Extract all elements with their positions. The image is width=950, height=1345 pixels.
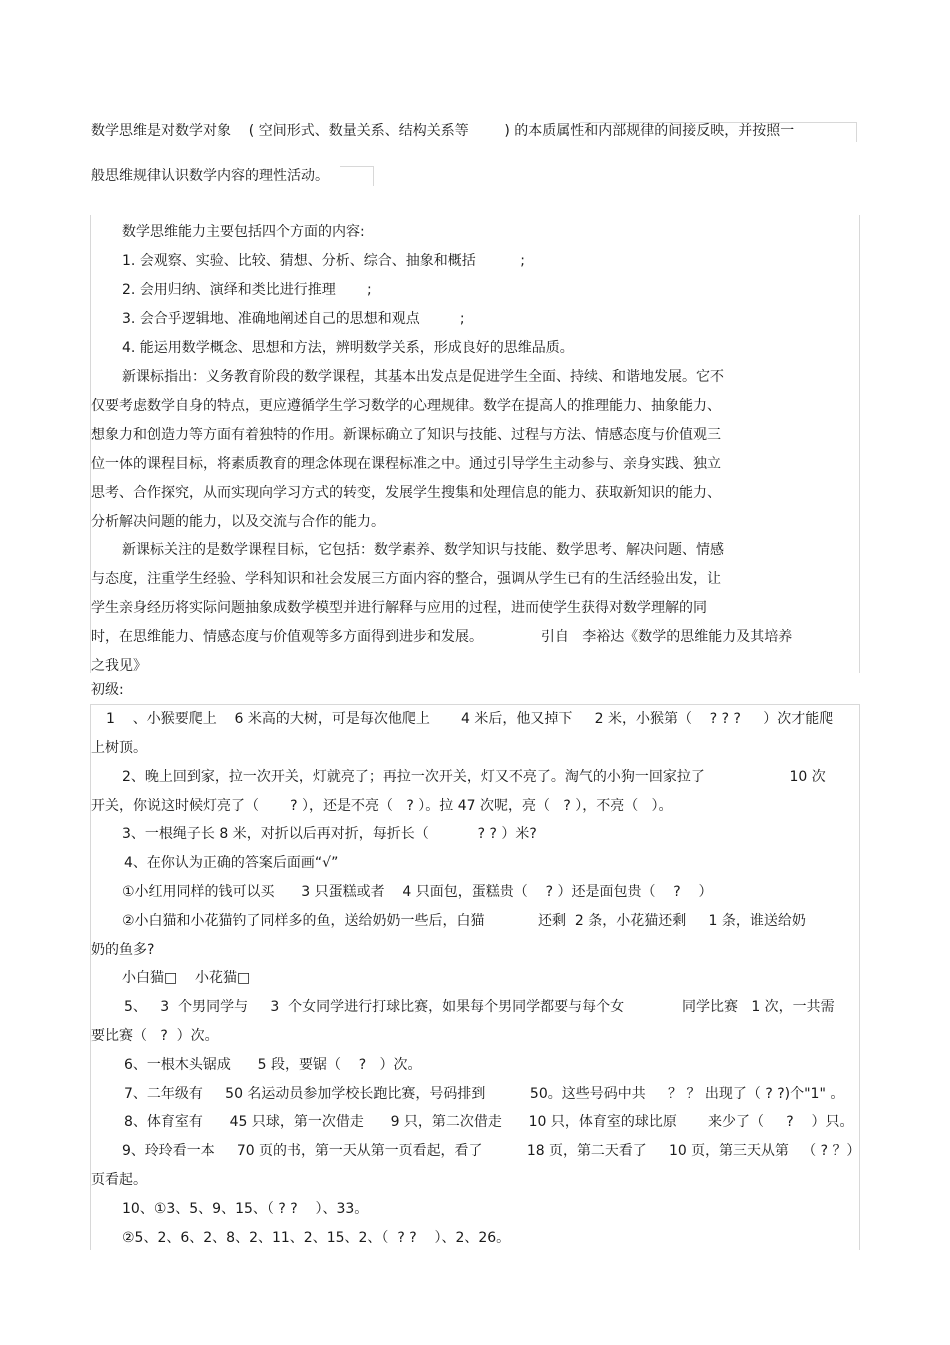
problem-line-8: ②小白猫和小花猫钓了同样多的鱼，送给奶奶一些后，白猫 还剩 2 条，小花猫还剩 1 条，谁送给奶 <box>122 913 806 929</box>
problem-line-13: 6、一根木头锯成 5 段，要锯（ ? ）次。 <box>124 1057 422 1073</box>
problem-line-9: 奶的鱼多? <box>91 942 155 958</box>
problem-line-5: 3、一根绳子长 8 米，对折以后再对折，每折长（ ? ? ）米? <box>122 826 537 842</box>
intro-frame-top-2 <box>340 166 374 167</box>
intro-frame-right <box>856 122 857 142</box>
abilities-heading: 数学思维能力主要包括四个方面的内容: <box>122 224 365 240</box>
ability-item-3: 3. 会合乎逻辑地、准确地阐述自己的思想和观点 ; <box>122 311 465 327</box>
problem-line-18: 10、①3、5、9、15、（ ? ? ）、33。 <box>122 1201 369 1217</box>
problem-line-17: 页看起。 <box>91 1172 147 1188</box>
level-label: 初级: <box>91 682 124 698</box>
goals-line-3: 学生亲身经历将实际问题抽象成数学模型并进行解释与应用的过程，进而使学生获得对数学理解的同 <box>91 600 707 616</box>
intro-line-1: 数学思维是对数学对象 ( 空间形式、数量关系、结构关系等 ) 的本质属性和内部规律的间接反映，并按照一 <box>91 123 795 139</box>
problem-line-19: ②5、2、6、2、8、2、11、2、15、2、（ ? ? ）、2、26。 <box>122 1230 511 1246</box>
problem-line-4: 开关，你说这时候灯亮了（ ? ），还是不亮（ ? ）。拉 47 次呢，亮（ ? ），不亮（ ）。 <box>91 798 673 814</box>
ability-item-1: 1. 会观察、实验、比较、猜想、分析、综合、抽象和概括 ; <box>122 253 526 269</box>
problem-line-15: 8、体育室有 45 只球，第一次借走 9 只，第二次借走 10 只，体育室的球比原 来少了（ ? ）只。 <box>124 1114 854 1130</box>
curriculum-line-4: 位一体的课程目标，将素质教育的理念体现在课程标准之中。通过引导学生主动参与、亲身实践、独立 <box>91 456 721 472</box>
problems-frame-top <box>90 704 860 705</box>
curriculum-line-1: 新课标指出：义务教育阶段的数学课程，其基本出发点是促进学生全面、持续、和谐地发展。它不 <box>122 369 724 385</box>
problems-frame-right <box>859 704 860 1250</box>
problem-line-11: 5、 3 个男同学与 3 个女同学进行打球比赛，如果每个男同学都要与每个女 同学比赛 1 次，一共需 <box>124 999 835 1015</box>
content-frame-right <box>859 215 860 673</box>
problem-line-7: ①小红用同样的钱可以买 3 只蛋糕或者 4 只面包，蛋糕贵（ ? ）还是面包贵（ ? ） <box>122 884 713 900</box>
intro-line-2: 般思维规律认识数学内容的理性活动。 <box>91 168 329 184</box>
problem-line-14: 7、二年级有 50 名运动员参加学校长跑比赛，号码排到 50。这些号码中共 ？ ？ 出现了（ ? ?)个"1" 。 <box>124 1086 845 1102</box>
problem-line-3: 2、晚上回到家，拉一次开关，灯就亮了；再拉一次开关，灯又不亮了。淘气的小狗一回家拉了 10 次 <box>122 769 826 785</box>
ability-item-4: 4. 能运用数学概念、思想和方法，辨明数学关系，形成良好的思维品质。 <box>122 340 574 356</box>
goals-line-2: 与态度，注重学生经验、学科知识和社会发展三方面内容的整合，强调从学生已有的生活经验出发，让 <box>91 571 721 587</box>
goals-line-5: 之我见》 <box>91 658 147 674</box>
problem-line-1: 1 、小猴要爬上 6 米高的大树，可是每次他爬上 4 米后，他又掉下 2 米，小猴第（ ? ? ? ）次才能爬 <box>106 711 834 727</box>
intro-frame-right-2 <box>373 166 374 186</box>
problem-line-2: 上树顶。 <box>91 740 147 756</box>
problem-line-16: 9、玲玲看一本 70 页的书，第一天从第一页看起，看了 18 页，第二天看了 10 页，第三天从第 （ ? ？） <box>122 1143 861 1159</box>
curriculum-line-5: 思考、合作探究，从而实现向学习方式的转变，发展学生搜集和处理信息的能力、获取新知识的能力、 <box>91 485 721 501</box>
problem-line-12: 要比赛（ ? ）次。 <box>91 1028 219 1044</box>
curriculum-line-6: 分析解决问题的能力，以及交流与合作的能力。 <box>91 514 385 530</box>
problems-frame-left <box>90 704 91 1250</box>
ability-item-2: 2. 会用归纳、演绎和类比进行推理 ; <box>122 282 372 298</box>
problem-line-10: 小白猫□ 小花猫□ <box>122 970 251 986</box>
goals-line-1: 新课标关注的是数学课程目标，它包括：数学素养、数学知识与技能、数学思考、解决问题、情感 <box>122 542 724 558</box>
problem-line-6: 4、在你认为正确的答案后面画“√” <box>124 855 339 871</box>
curriculum-line-3: 想象力和创造力等方面有着独特的作用。新课标确立了知识与技能、过程与方法、情感态度与价值观三 <box>91 427 721 443</box>
curriculum-line-2: 仅要考虑数学自身的特点，更应遵循学生学习数学的心理规律。数学在提高人的推理能力、抽象能力、 <box>91 398 721 414</box>
goals-line-4: 时，在思维能力、情感态度与价值观等多方面得到进步和发展。 引自 李裕达《数学的思维能力及其培养 <box>91 629 793 645</box>
